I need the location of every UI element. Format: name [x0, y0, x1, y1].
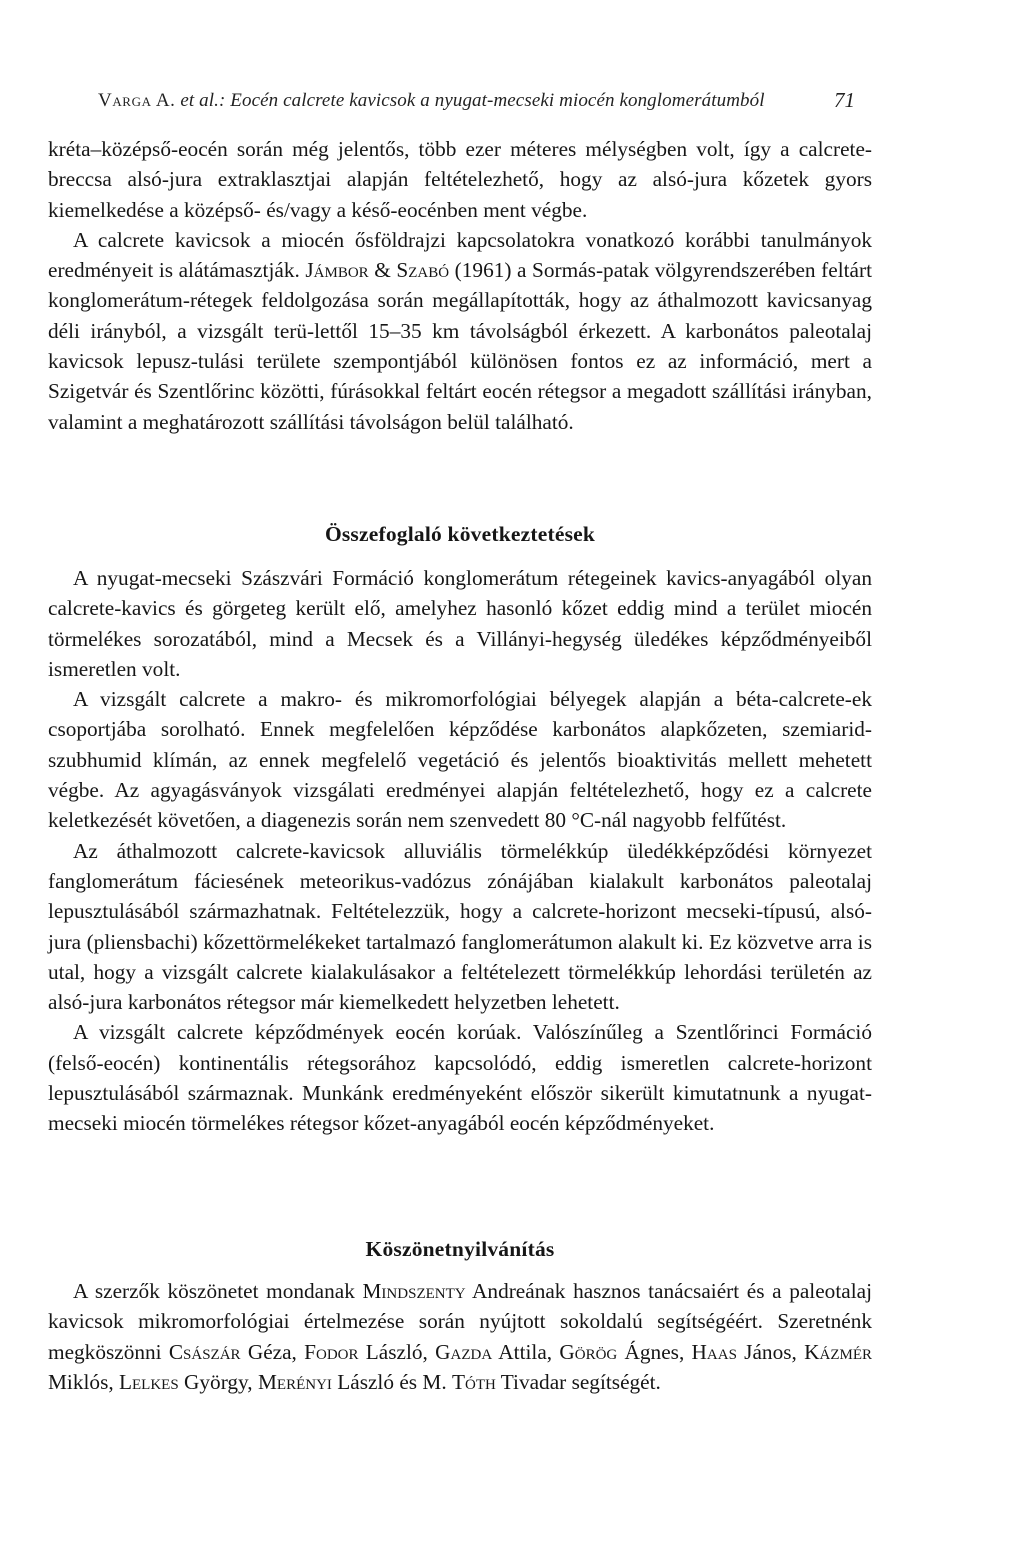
text-run: László,	[358, 1339, 436, 1364]
person-name: Tóth	[451, 1369, 496, 1394]
author-name: Szabó	[396, 258, 450, 283]
person-name: Mindszenty	[362, 1279, 466, 1303]
paragraph: A vizsgált calcrete a makro- és mikromorfológiai bélyegek alapján a béta-calcrete-ek csoportjába sorolható. Ennek megfelelően képződése karbonátos alapkőzeten, szemiarid-szubhumid klímán, az ennek megfelelő vegetáció és jelentős bioaktivitás mellett mehetett végbe. Az agyagásványok vizsgálati eredményei alapján feltételezhető, hogy ez a calcrete keletkezését követően, a diagenezis során nem szenvedett 80 °C-nál nagyobb felfűtést.	[48, 687, 872, 833]
text-run: (1961) a Sormás-patak völgyrendszerében feltárt konglomerátum-rétegek feldolgozása során megállapították, hogy az áthalmozott kavicsanyag déli irányból, a vizsgált terü-lettől 15–35 km távolságból érkezett. A karbonátos paleotalaj kavicsok lepusz-tulási területe szempontjából különösen fontos ez az információ, mert a Szigetvár és Szentlőrinc közötti, fúrásokkal feltárt eocén rétegsor a megadott szállítási irányban, valamint a meghatározott szállítási távolságon belül található.	[48, 258, 872, 434]
paragraph: A vizsgált calcrete képződmények eocén korúak. Valószínűleg a Szentlőrinci Formáció (felső-eocén) kontinentális rétegsorához kapcsolódó, eddig ismeretlen calcrete-horizont lepusztulásából származnak. Munkánk eredményeként először sikerült kimutatnunk a nyugat-mecseki miocén törmelékes rétegsor kőzet-anyagából eocén képződményeket.	[48, 1020, 872, 1136]
paragraph	[48, 1276, 872, 1397]
paragraph	[48, 225, 872, 437]
text-run: György,	[178, 1369, 258, 1394]
text-run: János,	[736, 1339, 805, 1364]
person-name: Kázmér	[804, 1339, 872, 1364]
section-heading-summary: Összefoglaló következtetések	[324, 522, 596, 546]
text-run: A szerzők köszönetet mondanak	[73, 1279, 363, 1303]
page-number: 71	[834, 88, 855, 112]
person-name: Görög	[559, 1339, 618, 1364]
running-head	[98, 90, 765, 112]
running-head-author: Varga A.	[98, 90, 176, 111]
person-name: Fodor	[304, 1339, 359, 1364]
paragraph: kréta–középső-eocén során még jelentős, több ezer méteres mélységben volt, így a calcrete-breccsa alsó-jura extraklasztjai alapján feltételezhető, hogy az alsó-jura kőzetek gyors kiemelkedése a középső- és/vagy a késő-eocénben ment végbe.	[48, 137, 872, 222]
text-run: A calcrete kavicsok a miocén ősföldrajzi kapcsolatokra vonatkozó korábbi tanulmányok eredményeit is alátámasztják.	[48, 227, 872, 283]
text-run: Tivadar segítségét.	[495, 1369, 661, 1394]
author-name: Jámbor	[305, 258, 369, 283]
person-name: Haas	[691, 1339, 737, 1364]
person-name: Merényi	[257, 1369, 332, 1394]
text-run: Géza,	[240, 1339, 305, 1364]
paragraph: Az áthalmozott calcrete-kavicsok alluviális törmelékkúp üledékképződési környezet fanglomerátum fáciesének meteorikus-vadózus zónájában kialakult karbonátos paleotalaj lepusztulásából származhatnak. Feltételezzük, hogy a calcrete-horizont mecseki-típusú, alsó-jura (pliensbachi) kőzettörmelékeket tartalmazó fanglomerátumon alakult ki. Ez közvetve arra is utal, hogy a vizsgált calcrete kialakulásakor a feltételezett törmelékkúp lehordási területén az alsó-jura karbonátos rétegsor már kiemelkedett helyzetben lehetett.	[48, 838, 872, 1015]
section-heading-acknowledgements: Köszönetnyilvánítás	[365, 1237, 555, 1261]
running-head-etal: et al.	[175, 90, 219, 111]
text-run: László és M.	[331, 1369, 452, 1394]
running-head-title: : Eocén calcrete kavicsok a nyugat-mecseki miocén konglomerátumból	[218, 90, 765, 111]
text-run: &	[368, 258, 397, 283]
section-acknowledgements	[48, 1276, 872, 1397]
text-run: Ágnes,	[617, 1339, 692, 1364]
section-continuation	[48, 134, 872, 437]
paragraph: A nyugat-mecseki Szászvári Formáció konglomerátum rétegeinek kavics-anyagából olyan calcrete-kavics és görgeteg került elő, amelyhez hasonló kőzet eddig mind a terület miocén törmelékes sorozatából, mind a Mecsek és a Villányi-hegység üledékes képződményeiből ismeretlen volt.	[48, 566, 872, 681]
person-name: Gazda	[435, 1339, 493, 1364]
section-summary	[48, 563, 872, 1139]
person-name: Császár	[168, 1339, 241, 1364]
person-name: Lelkes	[119, 1369, 179, 1394]
text-run: Andreának hasznos tanácsaiért és a paleotalaj kavicsok mikromorfológiai értelmezése során nyújtott sokoldalú segítségéért. Szeretnénk megköszönni	[48, 1279, 872, 1364]
text-run: Attila,	[492, 1339, 560, 1364]
text-run: Miklós,	[48, 1369, 120, 1394]
